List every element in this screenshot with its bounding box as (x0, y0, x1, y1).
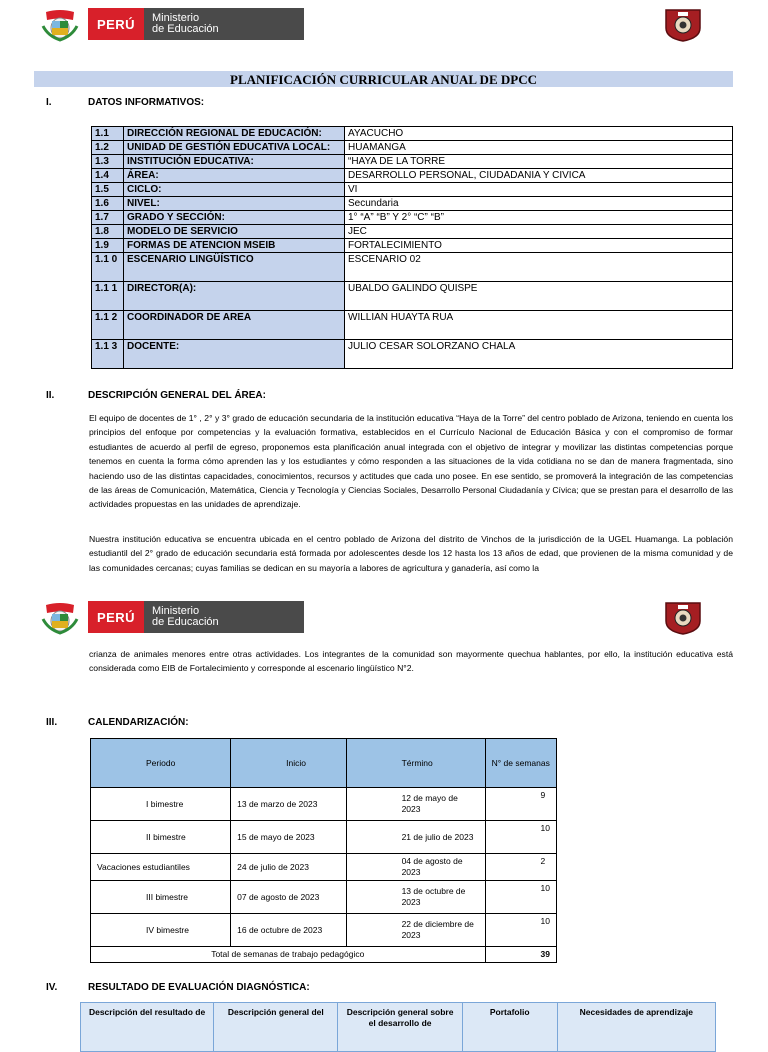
calendar-row (91, 788, 557, 821)
calendar-total-row (91, 947, 557, 963)
info-number: 1.3 (92, 155, 124, 169)
ministry-line1: Ministerio (152, 12, 200, 24)
peru-label: PERÚ (88, 601, 144, 633)
section-title: DESCRIPCIÓN GENERAL DEL ÁREA: (88, 390, 266, 401)
info-number: 1.1 0 (92, 253, 124, 282)
info-row (92, 183, 733, 197)
end-cell: 12 de mayo de 2023 (346, 788, 485, 821)
page-header (40, 8, 740, 48)
diagnostic-table (80, 1002, 716, 1052)
total-value: 39 (485, 947, 556, 963)
info-value: AYACUCHO (345, 127, 733, 141)
info-label: CICLO: (124, 183, 345, 197)
info-value: HUAMANGA (345, 141, 733, 155)
ministry-line2: de Educación (152, 616, 219, 628)
calendar-row (91, 881, 557, 914)
start-cell: 15 de mayo de 2023 (231, 821, 346, 854)
diagnostic-column-header: Descripción general sobre el desarrollo de (338, 1003, 462, 1052)
period-cell: I bimestre (91, 788, 231, 821)
section-number: III. (46, 717, 58, 728)
info-row (92, 127, 733, 141)
end-cell: 13 de octubre de 2023 (346, 881, 485, 914)
info-value: VI (345, 183, 733, 197)
info-label: ÁREA: (124, 169, 345, 183)
ministry-banner (88, 8, 304, 40)
info-value: WILLIAN HUAYTA RUA (345, 311, 733, 340)
info-number: 1.6 (92, 197, 124, 211)
peru-coat-of-arms-icon (40, 601, 80, 635)
diagnostic-column-header: Necesidades de aprendizaje (557, 1003, 715, 1052)
info-label: MODELO DE SERVICIO (124, 225, 345, 239)
info-number: 1.1 2 (92, 311, 124, 340)
info-row (92, 169, 733, 183)
info-label: DIRECCIÓN REGIONAL DE EDUCACIÓN: (124, 127, 345, 141)
start-cell: 07 de agosto de 2023 (231, 881, 346, 914)
info-label: DIRECTOR(A): (124, 282, 345, 311)
column-header: Inicio (231, 739, 346, 788)
column-header: Término (346, 739, 485, 788)
school-shield-icon (664, 601, 702, 635)
info-value: ESCENARIO 02 (345, 253, 733, 282)
column-header: N° de semanas (485, 739, 556, 788)
peru-coat-of-arms-icon (40, 8, 80, 42)
info-number: 1.8 (92, 225, 124, 239)
info-row (92, 282, 733, 311)
info-number: 1.7 (92, 211, 124, 225)
weeks-cell: 10 (485, 821, 556, 854)
info-table (91, 126, 733, 369)
info-label: UNIDAD DE GESTIÓN EDUCATIVA LOCAL: (124, 141, 345, 155)
section-title: DATOS INFORMATIVOS: (88, 97, 205, 108)
info-row (92, 239, 733, 253)
info-value: UBALDO GALINDO QUISPE (345, 282, 733, 311)
info-row (92, 155, 733, 169)
section-title: RESULTADO DE EVALUACIÓN DIAGNÓSTICA: (88, 982, 310, 993)
section-number: II. (46, 390, 55, 401)
period-cell: II bimestre (91, 821, 231, 854)
calendar-row (91, 854, 557, 881)
weeks-cell: 10 (485, 914, 556, 947)
period-cell: III bimestre (91, 881, 231, 914)
end-cell: 21 de julio de 2023 (346, 821, 485, 854)
info-value: 1° “A” “B” Y 2° “C” “B” (345, 211, 733, 225)
document-title: PLANIFICACIÓN CURRICULAR ANUAL DE DPCC (34, 71, 733, 87)
info-label: ESCENARIO LINGÜÍSTICO (124, 253, 345, 282)
ministry-banner (88, 601, 304, 633)
start-cell: 16 de octubre de 2023 (231, 914, 346, 947)
info-row (92, 311, 733, 340)
end-cell: 22 de diciembre de 2023 (346, 914, 485, 947)
calendar-table (90, 738, 557, 963)
info-value: JULIO CESAR SOLORZANO CHALA (345, 340, 733, 369)
info-number: 1.1 (92, 127, 124, 141)
column-header: Periodo (91, 739, 231, 788)
weeks-cell: 10 (485, 881, 556, 914)
info-row (92, 253, 733, 282)
info-row (92, 225, 733, 239)
info-number: 1.1 3 (92, 340, 124, 369)
start-cell: 13 de marzo de 2023 (231, 788, 346, 821)
info-value: FORTALECIMIENTO (345, 239, 733, 253)
page-header (40, 601, 740, 641)
info-number: 1.2 (92, 141, 124, 155)
info-value: JEC (345, 225, 733, 239)
info-label: NIVEL: (124, 197, 345, 211)
period-cell: Vacaciones estudiantiles (91, 854, 231, 881)
diagnostic-column-header: Descripción del resultado de (81, 1003, 214, 1052)
start-cell: 24 de julio de 2023 (231, 854, 346, 881)
diagnostic-column-header: Descripción general del (214, 1003, 338, 1052)
info-value: “HAYA DE LA TORRE (345, 155, 733, 169)
section-title: CALENDARIZACIÓN: (88, 717, 189, 728)
peru-label: PERÚ (88, 8, 144, 40)
weeks-cell: 2 (485, 854, 556, 881)
info-row (92, 197, 733, 211)
description-paragraph: El equipo de docentes de 1° , 2° y 3° grado de educación secundaria de la institución educativa “Haya de la Torre” del centro poblado de Arizona, teniendo en cuenta los principios del enfoque por competencias y la evaluación formativa, establecidos en el Currículo Nacional de Educación Básica y con el compromiso de formar estudiantes de acuerdo al perfil de egreso, proponemos esta planificación anual integrada con el objetivo de integrar y movilizar las distintas competencias porque tenemos en cuenta la forma cómo aprenden las y los estudiantes y cómo responden a las situaciones de la vida cotidiana no se dan de manera fragmentada, sino haciendo uso de las distintas capacidades, conocimientos, recursos y actitudes que cada uno posee. En ese sentido, se promoverá la integración de las competencias de las áreas de Comunicación, Matemática, Ciencia y Tecnología y Ciencias Sociales, Desarrollo Personal Ciudadanía y Cívica; que se prestan para el desarrollo de las actividades propuestas en las unidades de aprendizaje. (89, 413, 733, 510)
weeks-cell: 9 (485, 788, 556, 821)
end-cell: 04 de agosto de 2023 (346, 854, 485, 881)
info-label: DOCENTE: (124, 340, 345, 369)
total-label: Total de semanas de trabajo pedagógico (91, 947, 486, 963)
info-label: COORDINADOR DE AREA (124, 311, 345, 340)
school-shield-icon (664, 8, 702, 42)
section-number: I. (46, 97, 52, 108)
info-number: 1.4 (92, 169, 124, 183)
info-number: 1.1 1 (92, 282, 124, 311)
section-number: IV. (46, 982, 58, 993)
diagnostic-column-header: Portafolio (462, 1003, 557, 1052)
info-label: INSTITUCIÓN EDUCATIVA: (124, 155, 345, 169)
info-row (92, 141, 733, 155)
calendar-row (91, 914, 557, 947)
info-row (92, 340, 733, 369)
info-label: GRADO Y SECCIÓN: (124, 211, 345, 225)
info-number: 1.5 (92, 183, 124, 197)
info-row (92, 211, 733, 225)
ministry-line2: de Educación (152, 23, 219, 35)
info-number: 1.9 (92, 239, 124, 253)
ministry-line1: Ministerio (152, 605, 200, 617)
description-paragraph: Nuestra institución educativa se encuentra ubicada en el centro poblado de Arizona del distrito de Vinchos de la jurisdicción de la UGEL Huamanga. La población estudiantil del 2° grado de educación secundaria está formada por adolescentes desde los 12 hasta los 13 años de edad, que provienen de la misma comunidad y de las comunidades cercanas; cuyas familias se dedican en su mayoría a labores de agricultura y ganadería, así como la (89, 534, 733, 573)
period-cell: IV bimestre (91, 914, 231, 947)
info-label: FORMAS DE ATENCION MSEIB (124, 239, 345, 253)
info-value: Secundaria (345, 197, 733, 211)
description-paragraph: crianza de animales menores entre otras actividades. Los integrantes de la comunidad son mayormente quechua hablantes, por ello, la institución educativa está considerada como EIB de Fortalecimiento y corresponde al escenario lingüístico N°2. (89, 649, 733, 674)
calendar-row (91, 821, 557, 854)
info-value: DESARROLLO PERSONAL, CIUDADANIA Y CIVICA (345, 169, 733, 183)
